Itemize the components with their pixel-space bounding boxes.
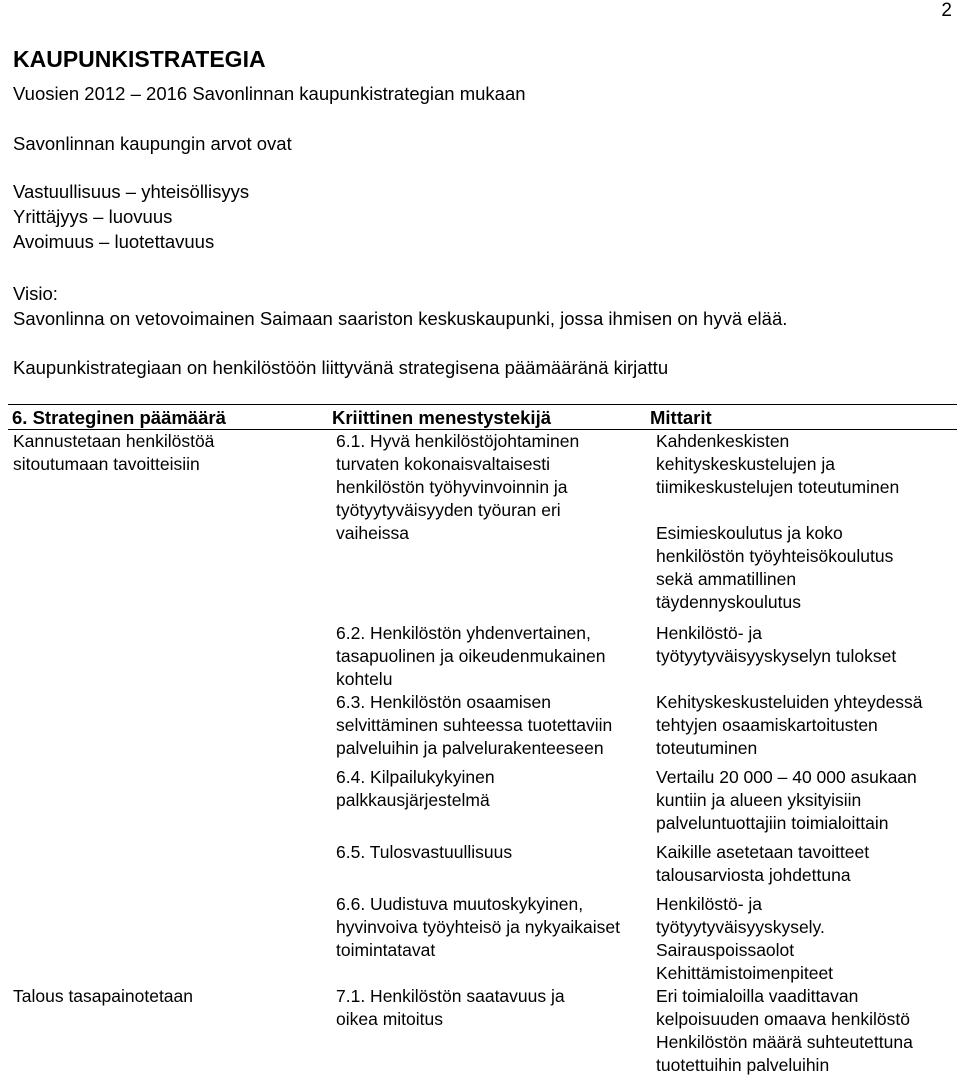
metric-cell: Kaikille asetetaan tavoitteet talousarviosta johdettuna — [656, 842, 870, 885]
header-success-factor: Kriittinen menestystekijä — [328, 405, 646, 430]
factor-cell: 6.5. Tulosvastuullisuus — [336, 842, 513, 862]
table-row — [8, 430, 957, 623]
table-row — [8, 985, 957, 1077]
metric-cell — [646, 430, 957, 623]
subtitle: Vuosien 2012 – 2016 Savonlinnan kaupunkistrategian mukaan — [13, 83, 526, 104]
metric-text: Kehittämistoimenpiteet — [656, 963, 834, 983]
strategy-table — [8, 404, 957, 1077]
strategy-intro: Kaupunkistrategiaan on henkilöstöön liittyvänä strategisena päämääränä kirjattu — [13, 357, 669, 378]
factor-cell: 6.3. Henkilöstön osaamisen selvittäminen suhteessa tuotettaviin palveluihin ja palvelurakenteeseen — [336, 692, 613, 758]
metric-cell: Vertailu 20 000 – 40 000 asukaan kuntiin ja alueen yksityisiin palveluntuottajiin toimialoittain — [656, 767, 917, 833]
metric-text: Sairauspoissaolot — [656, 940, 795, 960]
metric-text: Henkilöstö- ja työtyytyväisyyskysely. — [656, 894, 825, 937]
metric-cell — [646, 985, 957, 1077]
metric-text: Henkilöstön määrä suhteutettuna tuotettuihin palveluihin — [656, 1032, 913, 1075]
value-item: Avoimuus – luotettavuus — [13, 231, 215, 252]
metric-cell: Kehityskeskusteluiden yhteydessä tehtyjen osaamiskartoitusten toteutuminen — [656, 692, 923, 758]
vision-text: Savonlinna on vetovoimainen Saimaan saariston keskuskaupunki, jossa ihmisen on hyvä elää. — [13, 308, 788, 329]
factor-cell: 6.6. Uudistuva muutoskykyinen, hyvinvoiva työyhteisö ja nykyaikaiset toimintatavat — [336, 894, 621, 960]
table-header-row — [8, 405, 957, 430]
factor-cell: 6.1. Hyvä henkilöstöjohtaminen turvaten kokonaisvaltaisesti henkilöstön työhyvinvoinnin ja työtyytyväisyyden työuran eri vaiheissa — [336, 431, 580, 543]
metric-text: Kahdenkeskisten kehityskeskustelujen ja tiimikeskustelujen toteutuminen — [656, 431, 900, 497]
factor-cell: 7.1. Henkilöstön saatavuus ja oikea mitoitus — [336, 986, 565, 1029]
value-item: Vastuullisuus – yhteisöllisyys — [13, 181, 250, 202]
factor-cell: 6.4. Kilpailukykyinen palkkausjärjestelmä — [336, 767, 495, 810]
page-title: KAUPUNKISTRATEGIA — [13, 46, 266, 72]
factor-cell: 6.2. Henkilöstön yhdenvertainen, tasapuolinen ja oikeudenmukainen kohtelu — [336, 623, 606, 689]
header-goal: 6. Strateginen päämäärä — [8, 405, 328, 430]
metric-cell: Henkilöstö- ja työtyytyväisyyskyselyn tulokset — [656, 623, 897, 666]
metric-text: Eri toimialoilla vaadittavan kelpoisuuden omaava henkilöstö — [656, 986, 910, 1029]
page-number: 2 — [941, 0, 952, 21]
header-metrics: Mittarit — [646, 405, 957, 430]
goal-cell: Talous tasapainotetaan — [13, 986, 193, 1006]
metric-text: Esimieskoulutus ja koko henkilöstön työyhteisökoulutus sekä ammatillinen täydennyskoulutus — [656, 523, 894, 612]
metric-cell — [646, 893, 957, 985]
goal-cell: Kannustetaan henkilöstöä sitoutumaan tavoitteisiin — [13, 431, 215, 474]
values-intro: Savonlinnan kaupungin arvot ovat — [13, 133, 292, 154]
vision-label: Visio: — [13, 283, 58, 304]
value-item: Yrittäjyys – luovuus — [13, 206, 173, 227]
